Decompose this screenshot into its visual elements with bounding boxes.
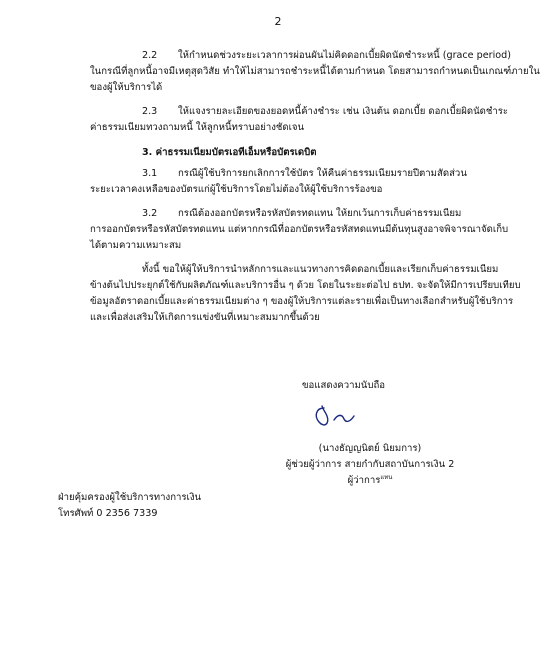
acting-suffix: แทน [380, 474, 393, 481]
line-text: กรณีผู้ใช้บริการยกเลิกการใช้บัตร ให้คืนค่าธรรมเนียมรายปีตามสัดส่วน [178, 168, 467, 179]
paragraph-line: ทั้งนี้ ขอให้ผู้ให้บริการนำหลักการและแนวทางการคิดดอกเบี้ยและเรียกเก็บค่าธรรมเนียม [142, 264, 499, 275]
section-heading [90, 145, 510, 161]
paragraph-line [90, 166, 510, 182]
phone-number: โทรศัพท์ 0 2356 7339 [58, 508, 158, 519]
acting-text: ผู้ว่าการ [347, 475, 381, 486]
handwritten-signature [306, 402, 364, 430]
signatory-position: ผู้ช่วยผู้ว่าการ สายกำกับสถาบันการเงิน 2 [285, 459, 455, 470]
heading-text: 3. ค่าธรรมเนียมบัตรเอทีเอ็มหรือบัตรเดบิต [142, 147, 317, 158]
paragraph-2-2 [90, 48, 540, 96]
paragraph-line [90, 206, 510, 222]
paragraph-line: ระยะเวลาคงเหลือของบัตรแก่ผู้ใช้บริการโดยไม่ต้องให้ผู้ใช้บริการร้องขอ [90, 184, 383, 195]
signatory-block [250, 441, 490, 489]
paragraph-line: ของผู้ให้บริการได้ [90, 82, 163, 93]
footer-contact [58, 490, 201, 522]
line-text: กรณีต้องออกบัตรหรือรหัสบัตรทดแทน ให้ยกเว้นการเก็บค่าธรรมเนียม [178, 208, 462, 219]
paragraph-line: ค่าธรรมเนียมทวงถามหนี้ ให้ลูกหนี้ทราบอย่างชัดเจน [90, 122, 305, 133]
paragraph-line: ข้างต้นไปประยุกต์ใช้กับผลิตภัณฑ์และบริการอื่น ๆ ด้วย โดยในระยะต่อไป ธปท. จะจัดให้มีการเปรียบเทียบ [90, 280, 521, 291]
paragraph-3-1 [90, 166, 510, 198]
line-text: ให้กำหนดช่วงระยะเวลาการผ่อนผันไม่คิดดอกเบี้ยผิดนัดชำระหนี้ (grace period) [178, 50, 511, 61]
page-number: 2 [274, 15, 282, 28]
paragraph-line: และเพื่อส่งเสริมให้เกิดการแข่งขันที่เหมาะสมมากขึ้นด้วย [90, 312, 320, 323]
item-number: 3.1 [142, 168, 158, 179]
conclusion-paragraph [90, 262, 521, 326]
paragraph-2-3 [90, 104, 510, 136]
item-number: 2.3 [142, 106, 158, 117]
item-number: 2.2 [142, 50, 158, 61]
paragraph-line [90, 104, 510, 120]
paragraph-line: การออกบัตรหรือรหัสบัตรทดแทน แต่หากกรณีที่ออกบัตรหรือรหัสทดแทนมีต้นทุนสูงอาจพิจารณาจัดเก็บ [90, 224, 509, 235]
line-text: ให้แจงรายละเอียดของยอดหนี้ค้างชำระ เช่น เงินต้น ดอกเบี้ย ดอกเบี้ยผิดนัดชำระ [178, 106, 509, 117]
signatory-name: (นางธัญญนิตย์ นิยมการ) [318, 443, 422, 454]
signatory-acting [250, 473, 490, 489]
paragraph-3-2 [90, 206, 510, 254]
paragraph-line: ได้ตามความเหมาะสม [90, 240, 182, 251]
paragraph-line: ข้อมูลอัตราดอกเบี้ยและค่าธรรมเนียมต่าง ๆ ของผู้ให้บริการแต่ละรายเพื่อเป็นทางเลือกสำหรับผู้ใช้บริการ [90, 296, 514, 307]
paragraph-line: ในกรณีที่ลูกหนี้อาจมีเหตุสุดวิสัย ทำให้ไม่สามารถชำระหนี้ได้ตามกำหนด โดยสามารถกำหนดเป็นเกณฑ์ภายใน [90, 66, 540, 77]
department-name: ฝ่ายคุ้มครองผู้ใช้บริการทางการเงิน [58, 492, 202, 503]
closing-salutation: ขอแสดงความนับถือ [302, 380, 386, 391]
paragraph-line [90, 48, 510, 64]
item-number: 3.2 [142, 208, 158, 219]
